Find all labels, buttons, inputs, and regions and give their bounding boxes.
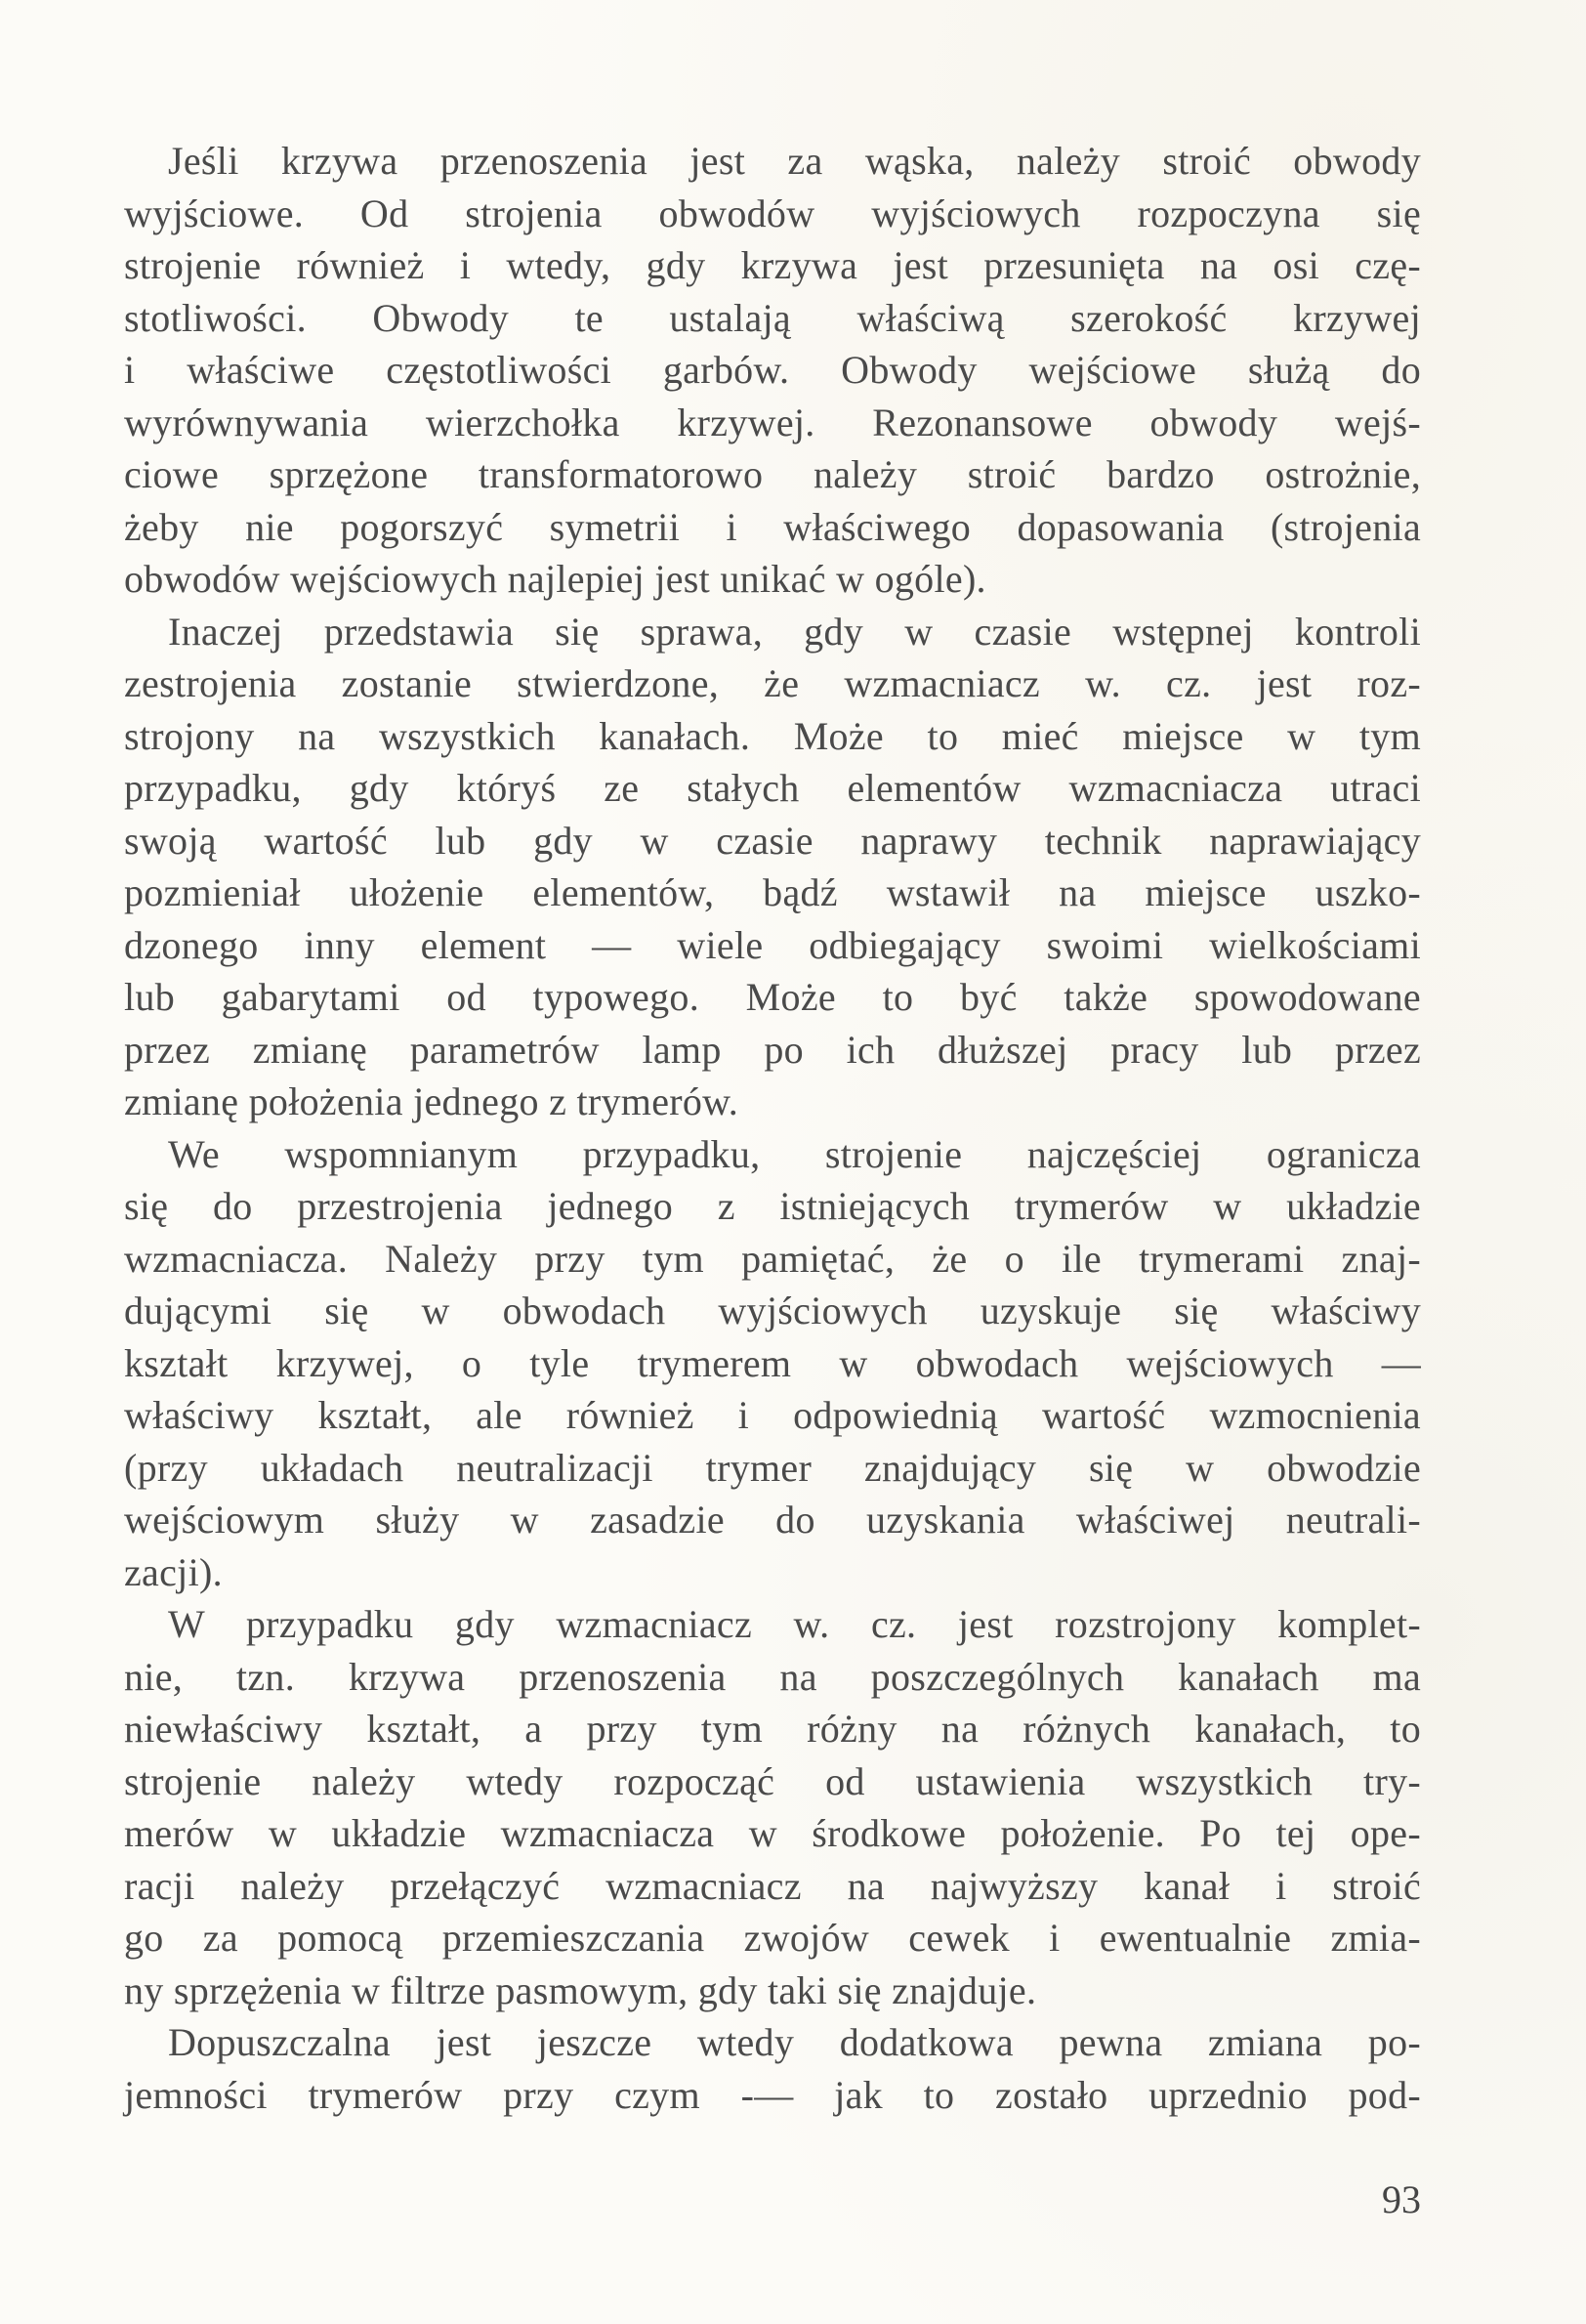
text-line: wzmacniacza. Należy przy tym pamiętać, że o ile trymerami znaj- (124, 1236, 1421, 1281)
text-line: W przypadku gdy wzmacniacz w. cz. jest rozstrojony komplet- (168, 1602, 1421, 1646)
text-line: zacji). (124, 1549, 223, 1594)
paragraph-1 (124, 135, 1421, 606)
text-line: racji należy przełączyć wzmacniacz na najwyższy kanał i stroić (124, 1863, 1421, 1908)
paragraph-4 (124, 1598, 1421, 2016)
text-line: strojenie należy wtedy rozpocząć od ustawienia wszystkich try- (124, 1758, 1421, 1803)
text-line: strojony na wszystkich kanałach. Może to mieć miejsce w tym (124, 713, 1421, 758)
text-line: nie, tzn. krzywa przenoszenia na poszczególnych kanałach ma (124, 1654, 1421, 1699)
text-line: pozmieniał ułożenie elementów, bądź wstawił na miejsce uszko- (124, 870, 1421, 914)
text-line: żeby nie pogorszyć symetrii i właściwego dopasowania (strojenia (124, 504, 1421, 549)
text-line: Jeśli krzywa przenoszenia jest za wąska, należy stroić obwody (168, 139, 1421, 183)
text-line: obwodów wejściowych najlepiej jest unikać w ogóle). (124, 557, 986, 601)
text-line: właściwy kształt, ale również i odpowiednią wartość wzmocnienia (124, 1393, 1421, 1437)
paragraph-2 (124, 606, 1421, 1128)
text-line: wyjściowe. Od strojenia obwodów wyjściowych rozpoczyna się (124, 190, 1421, 235)
text-line: przez zmianę parametrów lamp po ich dłuższej pracy lub przez (124, 1027, 1421, 1072)
text-line: We wspomnianym przypadku, strojenie najczęściej ogranicza (168, 1131, 1421, 1176)
text-line: go za pomocą przemieszczania zwojów cewek i ewentualnie zmia- (124, 1916, 1421, 1960)
text-line: wyrównywania wierzchołka krzywej. Rezonansowe obwody wejś- (124, 400, 1421, 444)
text-line: wejściowym służy w zasadzie do uzyskania właściwej neutrali- (124, 1498, 1421, 1542)
text-line: Inaczej przedstawia się sprawa, gdy w czasie wstępnej kontroli (168, 609, 1421, 654)
text-line: przypadku, gdy któryś ze stałych elementów wzmacniacza utraci (124, 766, 1421, 810)
text-line: lub gabarytami od typowego. Może to być także spowodowane (124, 975, 1421, 1019)
text-line: strojenie również i wtedy, gdy krzywa jest przesunięta na osi czę- (124, 243, 1421, 287)
text-line: zmianę położenia jednego z trymerów. (124, 1079, 739, 1123)
page-number: 93 (1382, 2177, 1421, 2221)
text-line: dującymi się w obwodach wyjściowych uzyskuje się właściwy (124, 1289, 1421, 1332)
body-text (124, 135, 1421, 2121)
text-line: i właściwe częstotliwości garbów. Obwody wejściowe służą do (124, 348, 1421, 392)
text-line: ny sprzężenia w filtrze pasmowym, gdy taki się znajduje. (124, 1967, 1037, 2012)
text-line: Dopuszczalna jest jeszcze wtedy dodatkowa pewna zmiana po- (168, 2020, 1421, 2064)
text-line: kształt krzywej, o tyle trymerem w obwodach wejściowych — (124, 1340, 1421, 1385)
text-line: niewłaściwy kształt, a przy tym różny na różnych kanałach, to (124, 1707, 1421, 1751)
text-line: zestrojenia zostanie stwierdzone, że wzmacniacz w. cz. jest roz- (124, 661, 1421, 705)
text-line: się do przestrojenia jednego z istniejących trymerów w układzie (124, 1184, 1421, 1228)
text-line: merów w układzie wzmacniacza w środkowe położenie. Po tej ope- (124, 1811, 1421, 1855)
text-line: ciowe sprzężone transformatorowo należy stroić bardzo ostrożnie, (124, 452, 1421, 496)
paragraph-3 (124, 1128, 1421, 1599)
text-line: jemności trymerów przy czym -— jak to zostało uprzednio pod- (124, 2072, 1421, 2117)
text-line: swoją wartość lub gdy w czasie naprawy technik naprawiający (124, 818, 1421, 863)
text-line: stotliwości. Obwody te ustalają właściwą szerokość krzywej (124, 295, 1421, 340)
paragraph-5 (124, 2016, 1421, 2121)
text-line: (przy układach neutralizacji trymer znajdujący się w obwodzie (124, 1445, 1421, 1490)
text-line: dzonego inny element — wiele odbiegający swoimi wielkościami (124, 922, 1421, 967)
